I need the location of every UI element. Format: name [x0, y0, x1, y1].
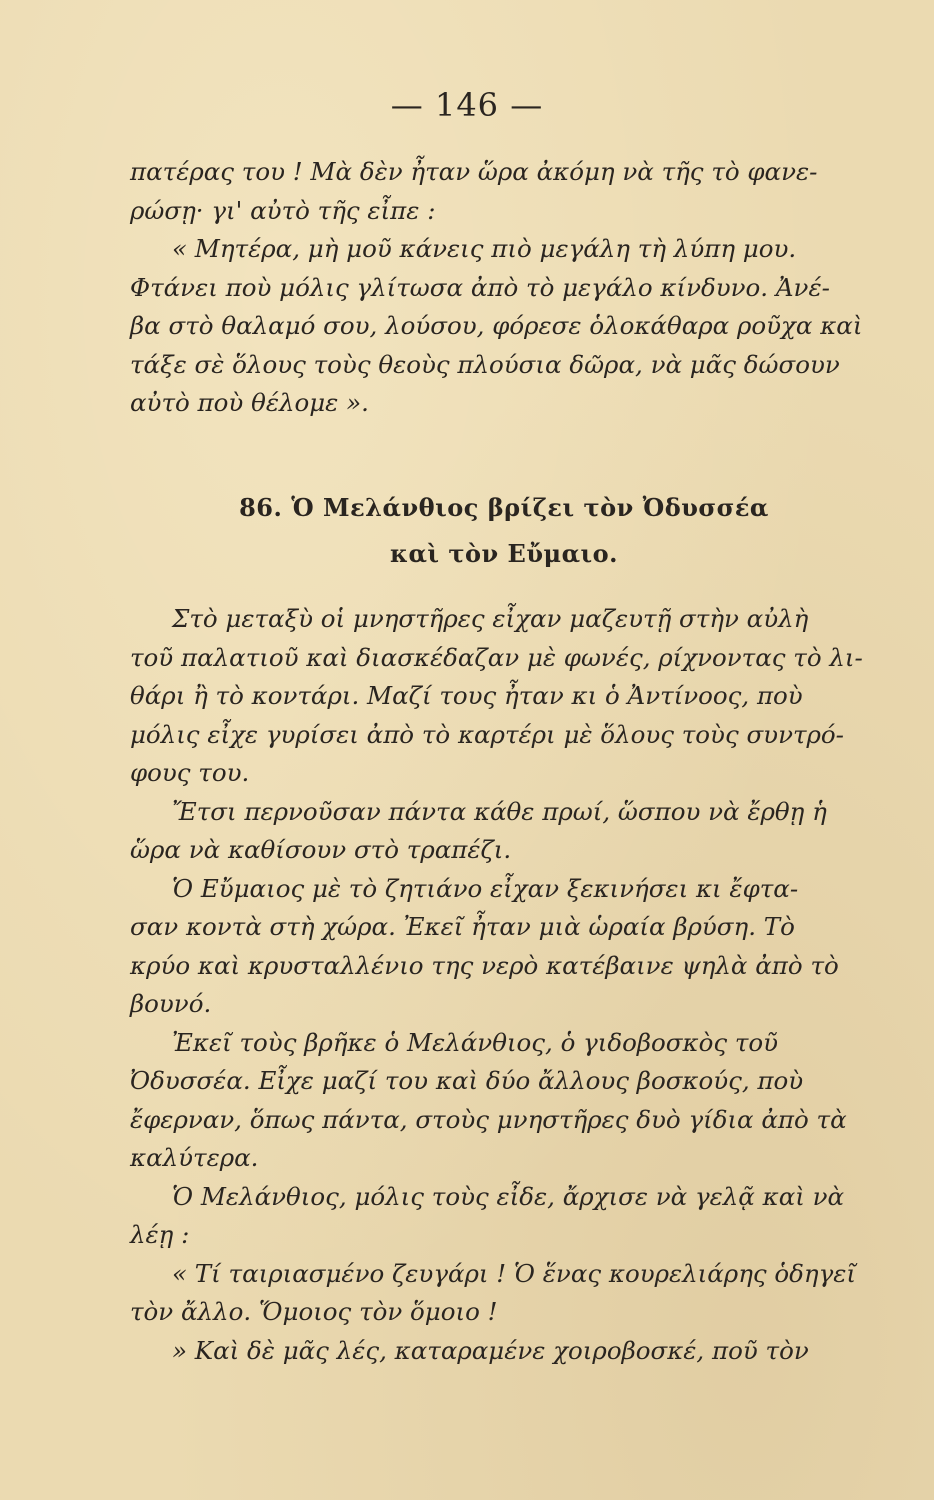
text-line: βουνό. [130, 989, 212, 1018]
text-line: ρώσῃ· γι' αὐτὸ τῆς εἶπε : [130, 195, 436, 225]
text-line: ὥρα νὰ καθίσουν στὸ τραπέζι. [130, 835, 512, 864]
section-heading-line: 86. Ὁ Μελάνθιος βρίζει τὸν Ὀδυσσέα [239, 493, 769, 522]
text-line: « Μητέρα, μὴ μοῦ κάνεις πιὸ μεγάλη τὴ λύπη μου. [172, 234, 797, 263]
page-number: — 146 — [390, 86, 544, 124]
text-line: βα στὸ θαλαμό σου, λούσου, φόρεσε ὁλοκάθαρα ροῦχα καὶ [130, 311, 863, 340]
section-heading [130, 485, 878, 577]
body-passage [130, 600, 878, 1370]
text-line: κρύο καὶ κρυσταλλένιο της νερὸ κατέβαινε ψηλὰ ἀπὸ τὸ [130, 950, 839, 980]
text-line: Στὸ μεταξὺ οἱ μνηστῆρες εἶχαν μαζευτῇ στὴν αὐλὴ [172, 604, 809, 633]
text-line: Ὁ Εὔμαιος μὲ τὸ ζητιάνο εἶχαν ξεκινήσει κι ἔφτα- [172, 873, 799, 903]
text-line: λέῃ : [130, 1220, 190, 1249]
text-line: τὸν ἄλλο. Ὅμοιος τὸν ὅμοιο ! [130, 1297, 498, 1326]
text-line: τάξε σὲ ὅλους τοὺς θεοὺς πλούσια δῶρα, νὰ μᾶς δώσουν [130, 349, 840, 379]
text-line: » Καὶ δὲ μᾶς λές, καταραμένε χοιροβοσκέ, ποῦ τὸν [172, 1335, 809, 1365]
text-line: Ἐκεῖ τοὺς βρῆκε ὁ Μελάνθιος, ὁ γιδοβοσκὸς τοῦ [172, 1027, 779, 1057]
text-line: ἔφερναν, ὅπως πάντα, στοὺς μνηστῆρες δυὸ γίδια ἀπὸ τὰ [130, 1104, 847, 1134]
text-line: καλύτερα. [130, 1143, 259, 1172]
text-line: θάρι ἢ τὸ κοντάρι. Μαζί τους ἦταν κι ὁ Ἀντίνοος, ποὺ [130, 681, 803, 710]
text-line: Φτάνει ποὺ μόλις γλίτωσα ἀπὸ τὸ μεγάλο κίνδυνο. Ἀνέ- [130, 272, 830, 302]
text-line: πατέρας του ! Μὰ δὲν ἦταν ὥρα ἀκόμη νὰ τῆς τὸ φανε- [130, 157, 818, 186]
text-line: μόλις εἶχε γυρίσει ἀπὸ τὸ καρτέρι μὲ ὅλους τοὺς συντρό- [130, 719, 844, 749]
text-line: « Τί ταιριασμένο ζευγάρι ! Ὁ ἕνας κουρελιάρης ὁδηγεῖ [172, 1258, 856, 1288]
text-line: τοῦ παλατιοῦ καὶ διασκέδαζαν μὲ φωνές, ρίχνοντας τὸ λι- [130, 642, 863, 672]
intro-passage [130, 153, 878, 423]
text-line: φους του. [130, 758, 250, 787]
text-line: αὐτὸ ποὺ θέλομε ». [130, 388, 369, 417]
text-line: Ὁ Μελάνθιος, μόλις τοὺς εἶδε, ἄρχισε νὰ γελᾷ καὶ νὰ [172, 1181, 845, 1211]
text-line: Ὀδυσσέα. Εἶχε μαζί του καὶ δύο ἄλλους βοσκούς, ποὺ [130, 1066, 804, 1095]
text-line: Ἔτσι περνοῦσαν πάντα κάθε πρωί, ὥσπου νὰ ἔρθῃ ἡ [172, 796, 827, 826]
section-heading-line: καὶ τὸν Εὔμαιο. [389, 539, 619, 568]
text-line: σαν κοντὰ στὴ χώρα. Ἐκεῖ ἦταν μιὰ ὡραία βρύση. Τὸ [130, 912, 795, 941]
